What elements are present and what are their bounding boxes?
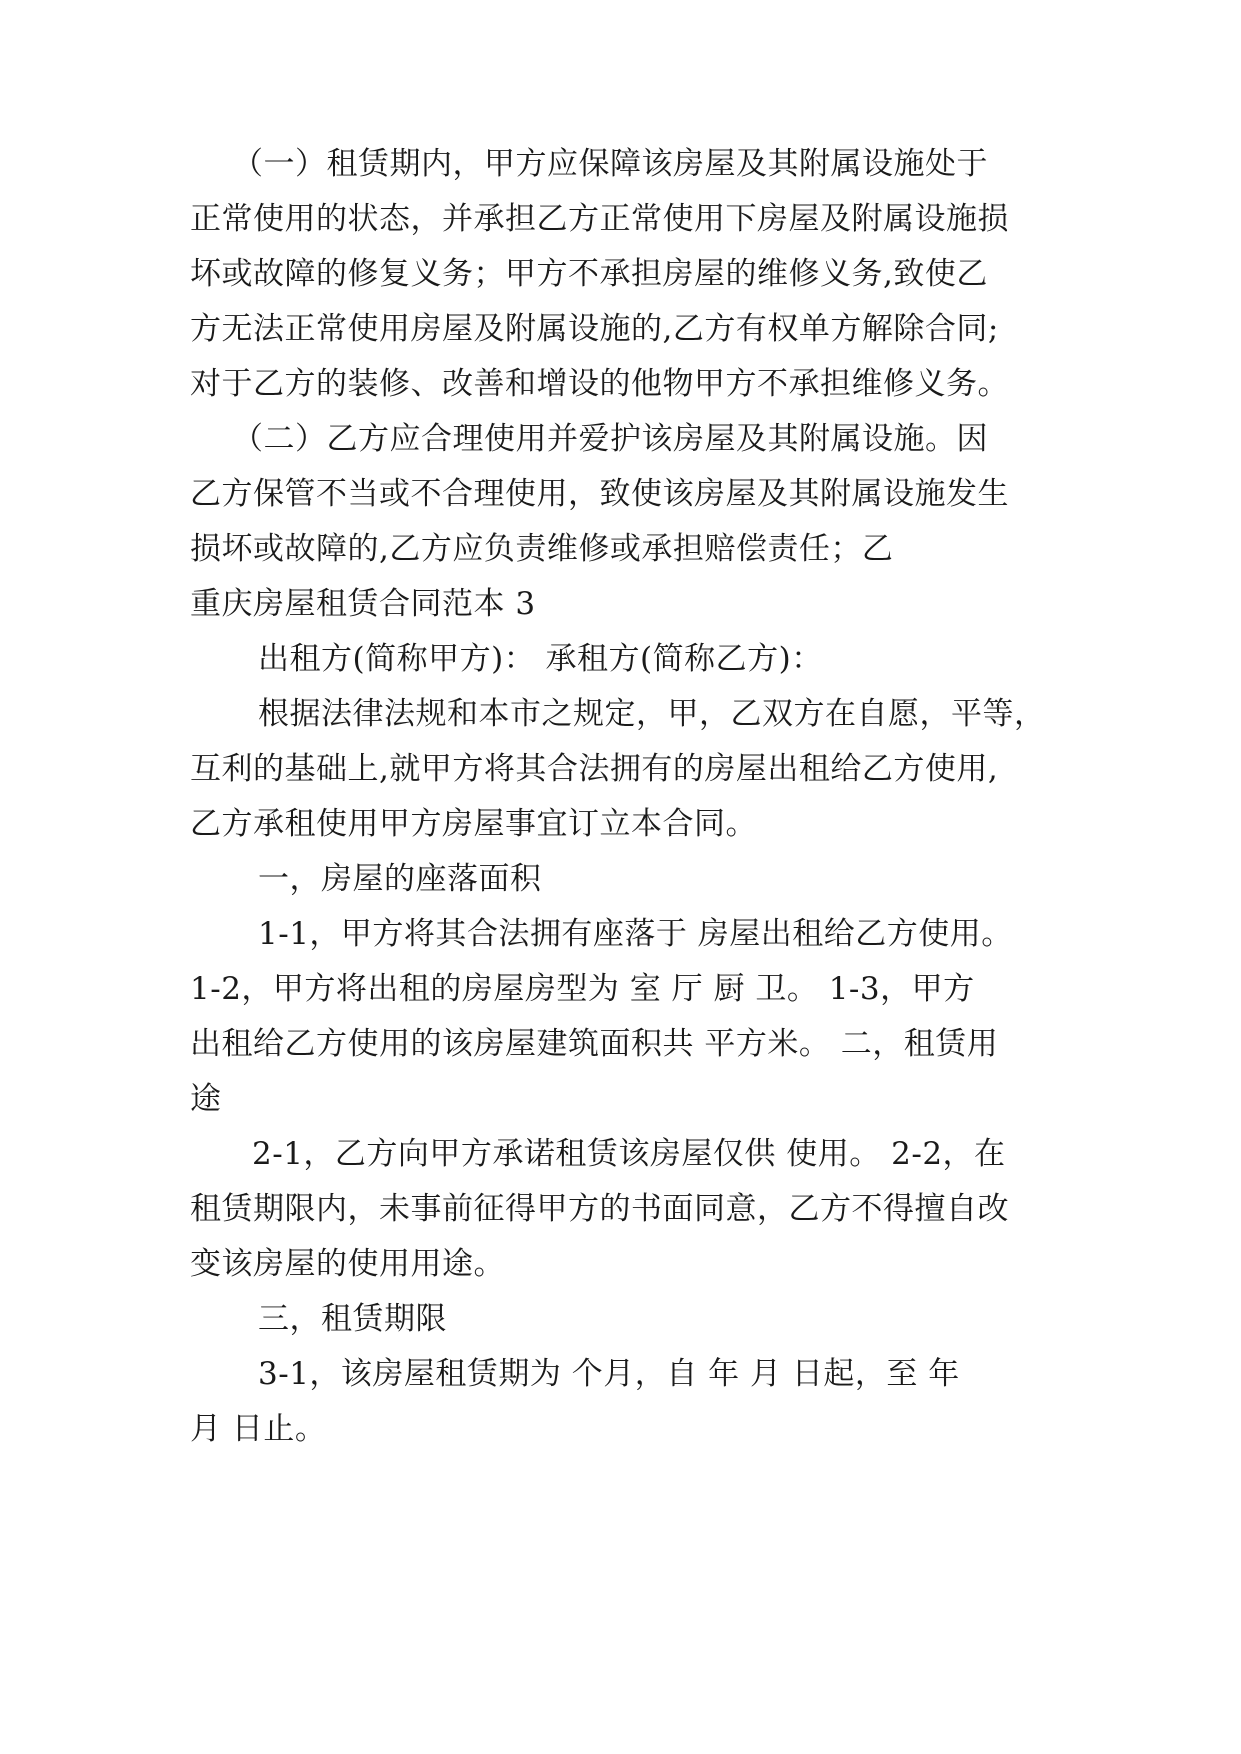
paragraph-line: 根据法律法规和本市之规定，甲，乙双方在自愿，平等， — [258, 696, 1046, 732]
paragraph-line: 正常使用的状态，并承担乙方正常使用下房屋及附属设施损 — [190, 201, 1009, 237]
paragraph-line: 月 日止。 — [190, 1411, 327, 1447]
paragraph-line: 坏或故障的修复义务；甲方不承担房屋的维修义务,致使乙 — [190, 256, 988, 292]
paragraph-line: 2-1，乙方向甲方承诺租赁该房屋仅供 使用。 2-2，在 — [252, 1136, 1006, 1172]
paragraph-line: 1-1，甲方将其合法拥有座落于 房屋出租给乙方使用。 — [258, 916, 1013, 952]
paragraph-line: 3-1，该房屋租赁期为 个月，自 年 月 日起，至 年 — [258, 1356, 960, 1392]
paragraph-line: 乙方承租使用甲方房屋事宜订立本合同。 — [190, 806, 757, 842]
paragraph-line: 损坏或故障的,乙方应负责维修或承担赔偿责任；乙 — [190, 531, 894, 567]
document-heading: 重庆房屋租赁合同范本 3 — [190, 586, 536, 622]
section-heading: 三，租赁期限 — [258, 1301, 447, 1337]
parties-line: 出租方(简称甲方)： 承租方(简称乙方)： — [258, 641, 823, 677]
paragraph-line: 出租给乙方使用的该房屋建筑面积共 平方米。 二，租赁用 — [190, 1026, 999, 1062]
paragraph-line: 乙方保管不当或不合理使用，致使该房屋及其附属设施发生 — [190, 476, 1009, 512]
section-heading: 一，房屋的座落面积 — [258, 861, 542, 897]
paragraph-line: 对于乙方的装修、改善和增设的他物甲方不承担维修义务。 — [190, 366, 1009, 402]
paragraph-line: 1-2，甲方将出租的房屋房型为 室 厅 厨 卫。 1-3，甲方 — [190, 971, 975, 1007]
paragraph-line: （二）乙方应合理使用并爱护该房屋及其附属设施。因 — [232, 421, 988, 457]
paragraph-line: 租赁期限内，未事前征得甲方的书面同意，乙方不得擅自改 — [190, 1191, 1009, 1227]
paragraph-line: 互利的基础上,就甲方将其合法拥有的房屋出租给乙方使用, — [190, 751, 999, 787]
paragraph-line: 途 — [190, 1081, 222, 1117]
paragraph-line: （一）租赁期内，甲方应保障该房屋及其附属设施处于 — [232, 146, 988, 182]
paragraph-line: 变该房屋的使用用途。 — [190, 1246, 505, 1282]
paragraph-line: 方无法正常使用房屋及附属设施的,乙方有权单方解除合同; — [190, 311, 999, 347]
